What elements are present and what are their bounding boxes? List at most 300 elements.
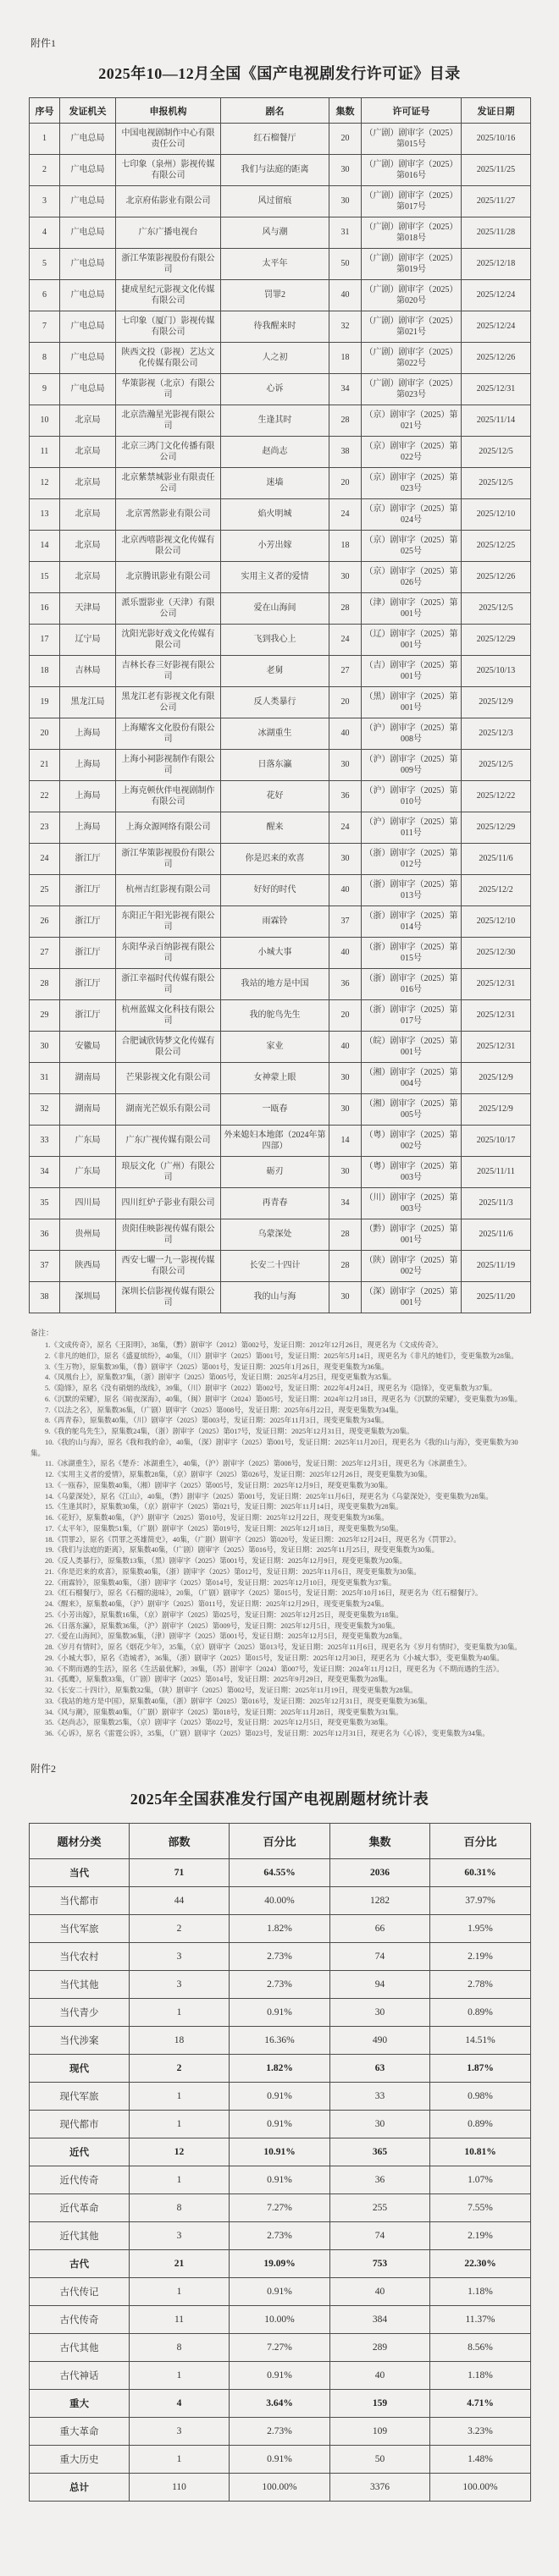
genre-cell: 重大历史 (30, 2445, 130, 2473)
license-row (30, 906, 531, 938)
applicant-cell: 深圳长信影视传媒有限公司 (116, 1282, 221, 1313)
drama-title-cell: 我们与法庭的距离 (221, 155, 329, 186)
authority-cell: 黑龙江局 (60, 687, 116, 718)
issue-date-cell: 2025/12/31 (462, 374, 531, 405)
stats-row (30, 2138, 531, 2166)
stats-row (30, 2221, 531, 2249)
episode-pct-cell: 1.95% (430, 1914, 531, 1942)
license-no-cell: （黑）剧审字（2025）第001号 (362, 687, 462, 718)
series-count-cell: 1 (130, 2082, 230, 2110)
license-table (29, 97, 531, 1313)
applicant-cell: 北京霄然影业有限公司 (116, 499, 221, 531)
license-row (30, 1251, 531, 1282)
license-row (30, 718, 531, 750)
authority-cell: 广电总局 (60, 155, 116, 186)
issue-date-cell: 2025/12/22 (462, 781, 531, 812)
seq-cell: 19 (30, 687, 60, 718)
episodes-cell: 28 (329, 405, 362, 437)
license-row (30, 656, 531, 687)
seq-cell: 18 (30, 656, 60, 687)
remark-item: 31.《孤鹰》，原集数33集，（广剧）剧审字（2025）第014号，发证日期：2025年9月29日，现变更集数为28集。 (45, 1675, 393, 1684)
remark-item: 12.《实用主义者的爱情》，原集数28集，（京）剧审字（2025）第026号，发证日期：2025年12月26日，现变更集数为30集。 (45, 1470, 432, 1478)
episodes-cell: 30 (329, 1157, 362, 1188)
series-count-cell: 3 (130, 1942, 230, 1970)
series-count-cell: 2 (130, 2054, 230, 2082)
remark-item: 14.《乌蒙深处》，原名《江山》，40集，（黔）剧审字（2025）第001号，发证日期：2025年11月6日，现更名为《乌蒙深处》，变更集数为28集。 (45, 1491, 493, 1500)
remark-item: 23.《红石榴餐厅》，原名《石榴的滋味》，20集，（广剧）剧审字（2025）第015号，发证日期：2025年10月16日，现更名为《红石榴餐厅》。 (45, 1588, 483, 1598)
drama-title-cell: 外来媳妇本地郎（2024年第四部） (221, 1126, 329, 1157)
seq-cell: 13 (30, 499, 60, 531)
license-no-cell: （沪）剧审字（2025）第009号 (362, 750, 462, 781)
applicant-cell: 上海小祠影视制作有限公司 (116, 750, 221, 781)
stats-column-header: 题材分类 (30, 1823, 130, 1858)
authority-cell: 湖南局 (60, 1094, 116, 1126)
authority-cell: 上海局 (60, 812, 116, 844)
seq-cell: 25 (30, 875, 60, 906)
license-no-cell: （京）剧审字（2025）第026号 (362, 562, 462, 593)
issue-date-cell: 2025/12/5 (462, 437, 531, 468)
authority-cell: 上海局 (60, 781, 116, 812)
license-row (30, 499, 531, 531)
episodes-cell: 30 (329, 155, 362, 186)
remark-item: 34.《风与潮》，原集数40集，（广剧）剧审字（2025）第018号，发证日期：2025年11月28日，现变更集数为31集。 (45, 1707, 403, 1716)
issue-date-cell: 2025/12/30 (462, 938, 531, 969)
series-count-cell: 4 (130, 2389, 230, 2417)
seq-cell: 28 (30, 969, 60, 1000)
seq-cell: 9 (30, 374, 60, 405)
genre-cell: 当代其他 (30, 1970, 130, 1998)
series-pct-cell: 3.64% (230, 2389, 330, 2417)
license-no-cell: （湘）剧审字（2025）第004号 (362, 1063, 462, 1094)
applicant-cell: 北京府佑影业有限公司 (116, 186, 221, 217)
seq-cell: 29 (30, 1000, 60, 1032)
license-row (30, 750, 531, 781)
episode-count-cell: 74 (330, 2221, 430, 2249)
series-pct-cell: 1.82% (230, 1914, 330, 1942)
issue-date-cell: 2025/11/19 (462, 1251, 531, 1282)
license-no-cell: （浙）剧审字（2025）第014号 (362, 906, 462, 938)
series-count-cell: 1 (130, 2361, 230, 2389)
drama-title-cell: 冰湖重生 (221, 718, 329, 750)
attachment2-title: 2025年全国获准发行国产电视剧题材统计表 (130, 1790, 429, 1808)
episodes-cell: 28 (329, 1219, 362, 1251)
genre-cell: 近代传奇 (30, 2166, 130, 2193)
stats-row (30, 1998, 531, 2026)
drama-title-cell: 人之初 (221, 343, 329, 374)
episode-count-cell: 109 (330, 2417, 430, 2445)
applicant-cell: 四川红炉子影业有限公司 (116, 1188, 221, 1219)
series-count-cell: 3 (130, 2417, 230, 2445)
drama-title-cell: 好好的时代 (221, 875, 329, 906)
authority-cell: 北京局 (60, 468, 116, 499)
seq-cell: 20 (30, 718, 60, 750)
remark-item: 30.《不期而遇的生活》，原名《生活最优解》，39集，（苏）剧审字（2024）第007号，发证日期：2024年11月12日，现更名为《不期而遇的生活》。 (45, 1664, 504, 1673)
episode-count-cell: 289 (330, 2333, 430, 2361)
stats-row (30, 1886, 531, 1914)
remarks-list (30, 1340, 530, 1739)
drama-title-cell: 一瓯春 (221, 1094, 329, 1126)
license-row (30, 405, 531, 437)
seq-cell: 12 (30, 468, 60, 499)
episodes-cell: 24 (329, 499, 362, 531)
drama-title-cell: 风过留痕 (221, 186, 329, 217)
remark-item: 16.《花好》，原集数40集，（沪）剧审字（2025）第010号，发证日期：2025年12月22日，现变更集数为36集。 (45, 1513, 389, 1522)
license-no-cell: （沪）剧审字（2025）第010号 (362, 781, 462, 812)
episode-pct-cell: 2.19% (430, 2221, 531, 2249)
drama-title-cell: 罚罪2 (221, 280, 329, 311)
genre-cell: 重大革命 (30, 2417, 130, 2445)
episode-pct-cell: 2.19% (430, 1942, 531, 1970)
genre-cell: 现代军旅 (30, 2082, 130, 2110)
license-no-cell: （京）剧审字（2025）第021号 (362, 405, 462, 437)
issue-date-cell: 2025/11/3 (462, 1188, 531, 1219)
license-row (30, 343, 531, 374)
issue-date-cell: 2025/10/17 (462, 1126, 531, 1157)
applicant-cell: 东阳正午阳光影视有限公司 (116, 906, 221, 938)
seq-cell: 3 (30, 186, 60, 217)
issue-date-cell: 2025/12/18 (462, 249, 531, 280)
applicant-cell: 上海克顿伙伴电视剧制作有限公司 (116, 781, 221, 812)
episodes-cell: 27 (329, 656, 362, 687)
license-row (30, 1000, 531, 1032)
series-pct-cell: 0.91% (230, 2166, 330, 2193)
series-count-cell: 71 (130, 1858, 230, 1886)
applicant-cell: 中国电视剧制作中心有限责任公司 (116, 124, 221, 155)
series-count-cell: 1 (130, 2166, 230, 2193)
license-no-cell: （浙）剧审字（2025）第017号 (362, 1000, 462, 1032)
stats-row (30, 2417, 531, 2445)
episode-count-cell: 255 (330, 2193, 430, 2221)
license-row (30, 437, 531, 468)
license-row (30, 1282, 531, 1313)
stats-row (30, 1942, 531, 1970)
series-count-cell: 1 (130, 1998, 230, 2026)
episodes-cell: 40 (329, 938, 362, 969)
genre-cell: 现代 (30, 2054, 130, 2082)
license-column-header: 发证日期 (462, 98, 531, 124)
seq-cell: 31 (30, 1063, 60, 1094)
applicant-cell: 杭州吉红影视有限公司 (116, 875, 221, 906)
episode-count-cell: 1282 (330, 1886, 430, 1914)
series-pct-cell: 0.91% (230, 2110, 330, 2138)
series-count-cell: 8 (130, 2193, 230, 2221)
episode-pct-cell: 22.30% (430, 2249, 531, 2277)
series-pct-cell: 2.73% (230, 1942, 330, 1970)
license-no-cell: （沪）剧审字（2025）第011号 (362, 812, 462, 844)
issue-date-cell: 2025/12/10 (462, 906, 531, 938)
drama-title-cell: 我的鸵鸟先生 (221, 1000, 329, 1032)
stats-row (30, 2277, 531, 2305)
license-column-header: 许可证号 (362, 98, 462, 124)
stats-row (30, 2361, 531, 2389)
applicant-cell: 广东广播电视台 (116, 217, 221, 249)
episode-count-cell: 33 (330, 2082, 430, 2110)
series-count-cell: 3 (130, 2221, 230, 2249)
remark-item: 2.《非凡的她们》，原名《盛夏缤纷》，40集，（川）剧审字（2025）第001号，发证日期：2025年5月14日，现更名为《非凡的她们》，变更集数为28集。 (45, 1351, 518, 1360)
series-pct-cell: 1.82% (230, 2054, 330, 2082)
applicant-cell: 七印象（泉州）影视传媒有限公司 (116, 155, 221, 186)
applicant-cell: 合肥诚欣铸梦文化传媒有限公司 (116, 1032, 221, 1063)
license-no-cell: （浙）剧审字（2025）第016号 (362, 969, 462, 1000)
seq-cell: 6 (30, 280, 60, 311)
drama-title-cell: 小城大事 (221, 938, 329, 969)
authority-cell: 北京局 (60, 499, 116, 531)
applicant-cell: 琅辰文化（广州）有限公司 (116, 1157, 221, 1188)
authority-cell: 陕西局 (60, 1251, 116, 1282)
license-column-header: 发证机关 (60, 98, 116, 124)
seq-cell: 24 (30, 844, 60, 875)
series-pct-cell: 2.73% (230, 2221, 330, 2249)
drama-title-cell: 风与潮 (221, 217, 329, 249)
license-row (30, 812, 531, 844)
episodes-cell: 37 (329, 906, 362, 938)
license-no-cell: （京）剧审字（2025）第023号 (362, 468, 462, 499)
episode-count-cell: 30 (330, 2110, 430, 2138)
stats-table (29, 1823, 531, 2502)
license-row (30, 1188, 531, 1219)
authority-cell: 浙江厅 (60, 1000, 116, 1032)
episode-count-cell: 94 (330, 1970, 430, 1998)
license-column-header: 集数 (329, 98, 362, 124)
stats-column-header: 百分比 (430, 1823, 531, 1858)
applicant-cell: 陕西文投（影视）艺达文化传媒有限公司 (116, 343, 221, 374)
issue-date-cell: 2025/12/5 (462, 468, 531, 499)
authority-cell: 深圳局 (60, 1282, 116, 1313)
episode-count-cell: 753 (330, 2249, 430, 2277)
remark-item: 5.《隐锋》，原名《没有硝烟的战线》，39集，（川）剧审字（2022）第002号，发证日期：2022年4月24日，现更名为《隐锋》，变更集数为37集。 (45, 1384, 497, 1392)
license-row (30, 969, 531, 1000)
drama-title-cell: 花好 (221, 781, 329, 812)
episode-pct-cell: 1.18% (430, 2361, 531, 2389)
series-count-cell: 110 (130, 2473, 230, 2501)
issue-date-cell: 2025/12/29 (462, 625, 531, 656)
series-pct-cell: 100.00% (230, 2473, 330, 2501)
seq-cell: 38 (30, 1282, 60, 1313)
episode-pct-cell: 2.78% (430, 1970, 531, 1998)
authority-cell: 辽宁局 (60, 625, 116, 656)
episode-pct-cell: 11.37% (430, 2305, 531, 2333)
episodes-cell: 20 (329, 468, 362, 499)
episode-count-cell: 66 (330, 1914, 430, 1942)
remark-item: 17.《太平年》，原集数51集，（广剧）剧审字（2025）第019号，发证日期：2025年12月18日，现变更集数为50集。 (45, 1523, 403, 1533)
authority-cell: 四川局 (60, 1188, 116, 1219)
issue-date-cell: 2025/12/31 (462, 969, 531, 1000)
license-row (30, 593, 531, 625)
license-row (30, 186, 531, 217)
episode-pct-cell: 3.23% (430, 2417, 531, 2445)
episodes-cell: 40 (329, 280, 362, 311)
episode-count-cell: 159 (330, 2389, 430, 2417)
issue-date-cell: 2025/11/28 (462, 217, 531, 249)
remark-item: 10.《我的山与海》，原名《我和我的命》，40集，（深）剧审字（2025）第001号，发证日期：2025年11月20日，现更名为《我的山与海》，变更集数为30集。 (30, 1437, 518, 1457)
seq-cell: 26 (30, 906, 60, 938)
genre-cell: 当代涉案 (30, 2026, 130, 2054)
license-row (30, 938, 531, 969)
episode-pct-cell: 0.98% (430, 2082, 531, 2110)
episode-count-cell: 3376 (330, 2473, 430, 2501)
remark-item: 26.《日落东瀛》，原集数36集，（沪）剧审字（2025）第009号，发证日期：2025年12月5日，现变更集数为30集。 (45, 1621, 400, 1630)
genre-cell: 重大 (30, 2389, 130, 2417)
issue-date-cell: 2025/12/10 (462, 499, 531, 531)
series-pct-cell: 0.91% (230, 2445, 330, 2473)
episode-pct-cell: 0.89% (430, 1998, 531, 2026)
issue-date-cell: 2025/12/26 (462, 562, 531, 593)
issue-date-cell: 2025/12/9 (462, 1094, 531, 1126)
episodes-cell: 40 (329, 875, 362, 906)
license-row (30, 1094, 531, 1126)
applicant-cell: 沈阳光影好戏文化传媒有限公司 (116, 625, 221, 656)
drama-title-cell: 我的山与海 (221, 1282, 329, 1313)
drama-title-cell: 日落东瀛 (221, 750, 329, 781)
episode-count-cell: 40 (330, 2361, 430, 2389)
license-row (30, 1219, 531, 1251)
episode-pct-cell: 4.71% (430, 2389, 531, 2417)
seq-cell: 22 (30, 781, 60, 812)
license-row (30, 1032, 531, 1063)
genre-cell: 当代 (30, 1858, 130, 1886)
applicant-cell: 西安七曜一九一影视传媒有限公司 (116, 1251, 221, 1282)
drama-title-cell: 爱在山海间 (221, 593, 329, 625)
stats-row (30, 2082, 531, 2110)
series-pct-cell: 40.00% (230, 1886, 330, 1914)
series-count-cell: 8 (130, 2333, 230, 2361)
seq-cell: 8 (30, 343, 60, 374)
license-row (30, 562, 531, 593)
applicant-cell: 华策影视（北京）有限公司 (116, 374, 221, 405)
genre-cell: 近代 (30, 2138, 130, 2166)
authority-cell: 广电总局 (60, 343, 116, 374)
series-count-cell: 1 (130, 2277, 230, 2305)
series-pct-cell: 10.91% (230, 2138, 330, 2166)
drama-title-cell: 焰火明城 (221, 499, 329, 531)
drama-title-cell: 实用主义者的爱情 (221, 562, 329, 593)
license-row (30, 844, 531, 875)
issue-date-cell: 2025/12/31 (462, 1000, 531, 1032)
episode-pct-cell: 8.56% (430, 2333, 531, 2361)
episode-count-cell: 490 (330, 2026, 430, 2054)
applicant-cell: 北京腾讯影业有限公司 (116, 562, 221, 593)
license-no-cell: （粤）剧审字（2025）第003号 (362, 1157, 462, 1188)
attachment2-label: 附件2 (30, 1762, 57, 1775)
stats-row (30, 1914, 531, 1942)
authority-cell: 浙江厅 (60, 844, 116, 875)
authority-cell: 广东局 (60, 1126, 116, 1157)
episodes-cell: 30 (329, 750, 362, 781)
series-pct-cell: 2.73% (230, 2417, 330, 2445)
drama-title-cell: 红石榴餐厅 (221, 124, 329, 155)
authority-cell: 贵州局 (60, 1219, 116, 1251)
episode-count-cell: 40 (330, 2277, 430, 2305)
seq-cell: 33 (30, 1126, 60, 1157)
authority-cell: 广电总局 (60, 217, 116, 249)
genre-cell: 总计 (30, 2473, 130, 2501)
applicant-cell: 杭州蓝媒文化科技有限公司 (116, 1000, 221, 1032)
genre-cell: 现代都市 (30, 2110, 130, 2138)
episodes-cell: 30 (329, 186, 362, 217)
remark-item: 20.《反人类暴行》，原集数13集，（黑）剧审字（2025）第001号，发证日期：2025年12月9日，现变更集数为20集。 (45, 1556, 407, 1565)
license-no-cell: （粤）剧审字（2025）第002号 (362, 1126, 462, 1157)
episode-count-cell: 384 (330, 2305, 430, 2333)
license-no-cell: （湘）剧审字（2025）第005号 (362, 1094, 462, 1126)
issue-date-cell: 2025/12/24 (462, 280, 531, 311)
series-count-cell: 1 (130, 2110, 230, 2138)
applicant-cell: 广东广视传媒有限公司 (116, 1126, 221, 1157)
authority-cell: 吉林局 (60, 656, 116, 687)
remarks-section (30, 1327, 530, 1739)
genre-cell: 近代其他 (30, 2221, 130, 2249)
issue-date-cell: 2025/11/11 (462, 1157, 531, 1188)
license-row (30, 531, 531, 562)
series-pct-cell: 64.55% (230, 1858, 330, 1886)
remark-item: 15.《生逢其时》，原集数30集，（京）剧审字（2025）第021号，发证日期：2025年11月14日，现变更集数为28集。 (45, 1502, 403, 1511)
authority-cell: 北京局 (60, 405, 116, 437)
episodes-cell: 20 (329, 1000, 362, 1032)
episode-pct-cell: 60.31% (430, 1858, 531, 1886)
license-row (30, 625, 531, 656)
license-row (30, 217, 531, 249)
drama-title-cell: 我站的地方是中国 (221, 969, 329, 1000)
applicant-cell: 北京浩瀚星光影视有限公司 (116, 405, 221, 437)
drama-title-cell: 老舅 (221, 656, 329, 687)
authority-cell: 天津局 (60, 593, 116, 625)
applicant-cell: 浙江华策影视股份有限公司 (116, 249, 221, 280)
episode-pct-cell: 14.51% (430, 2026, 531, 2054)
remark-item: 13.《一瓯春》，原集数40集，（湘）剧审字（2025）第005号，发证日期：2025年12月9日，现变更集数为30集。 (45, 1480, 393, 1489)
series-pct-cell: 0.91% (230, 2361, 330, 2389)
episodes-cell: 30 (329, 844, 362, 875)
stats-row (30, 2054, 531, 2082)
remark-item: 21.《你是迟来的欢喜》，原集数40集，（浙）剧审字（2025）第012号，发证日期：2025年11月6日，现变更集数为30集。 (45, 1566, 421, 1576)
issue-date-cell: 2025/12/5 (462, 593, 531, 625)
episodes-cell: 34 (329, 1188, 362, 1219)
license-no-cell: （川）剧审字（2025）第003号 (362, 1188, 462, 1219)
genre-cell: 古代神话 (30, 2361, 130, 2389)
issue-date-cell: 2025/11/6 (462, 844, 531, 875)
series-pct-cell: 0.91% (230, 1998, 330, 2026)
drama-title-cell: 长安二十四计 (221, 1251, 329, 1282)
license-no-cell: （广剧）剧审字（2025）第023号 (362, 374, 462, 405)
remark-item: 6.《沉默的荣耀》，原名《暗夜深海》，40集，（闽）剧审字（2024）第005号，发证日期：2024年12月18日，现更名为《沉默的荣耀》，变更集数为39集。 (45, 1394, 523, 1403)
drama-title-cell: 赵尚志 (221, 437, 329, 468)
license-no-cell: （广剧）剧审字（2025）第020号 (362, 280, 462, 311)
license-no-cell: （广剧）剧审字（2025）第022号 (362, 343, 462, 374)
authority-cell: 广东局 (60, 1157, 116, 1188)
license-row (30, 687, 531, 718)
license-no-cell: （浙）剧审字（2025）第013号 (362, 875, 462, 906)
license-no-cell: （辽）剧审字（2025）第001号 (362, 625, 462, 656)
stats-row (30, 2389, 531, 2417)
episodes-cell: 24 (329, 625, 362, 656)
remark-item: 36.《心诉》，原名《雷霆公诉》，35集，（广剧）剧审字（2025）第023号，发证日期：2025年12月31日，现更名为《心诉》，变更集数为34集。 (45, 1729, 490, 1737)
episodes-cell: 50 (329, 249, 362, 280)
drama-title-cell: 太平年 (221, 249, 329, 280)
series-pct-cell: 2.73% (230, 1970, 330, 1998)
genre-cell: 古代传记 (30, 2277, 130, 2305)
series-pct-cell: 0.91% (230, 2082, 330, 2110)
genre-cell: 古代 (30, 2249, 130, 2277)
seq-cell: 1 (30, 124, 60, 155)
drama-title-cell: 心诉 (221, 374, 329, 405)
seq-cell: 35 (30, 1188, 60, 1219)
applicant-cell: 七印象（厦门）影视传媒有限公司 (116, 311, 221, 343)
license-no-cell: （广剧）剧审字（2025）第015号 (362, 124, 462, 155)
seq-cell: 4 (30, 217, 60, 249)
license-no-cell: （浙）剧审字（2025）第012号 (362, 844, 462, 875)
license-row (30, 781, 531, 812)
episodes-cell: 40 (329, 718, 362, 750)
seq-cell: 7 (30, 311, 60, 343)
authority-cell: 广电总局 (60, 311, 116, 343)
